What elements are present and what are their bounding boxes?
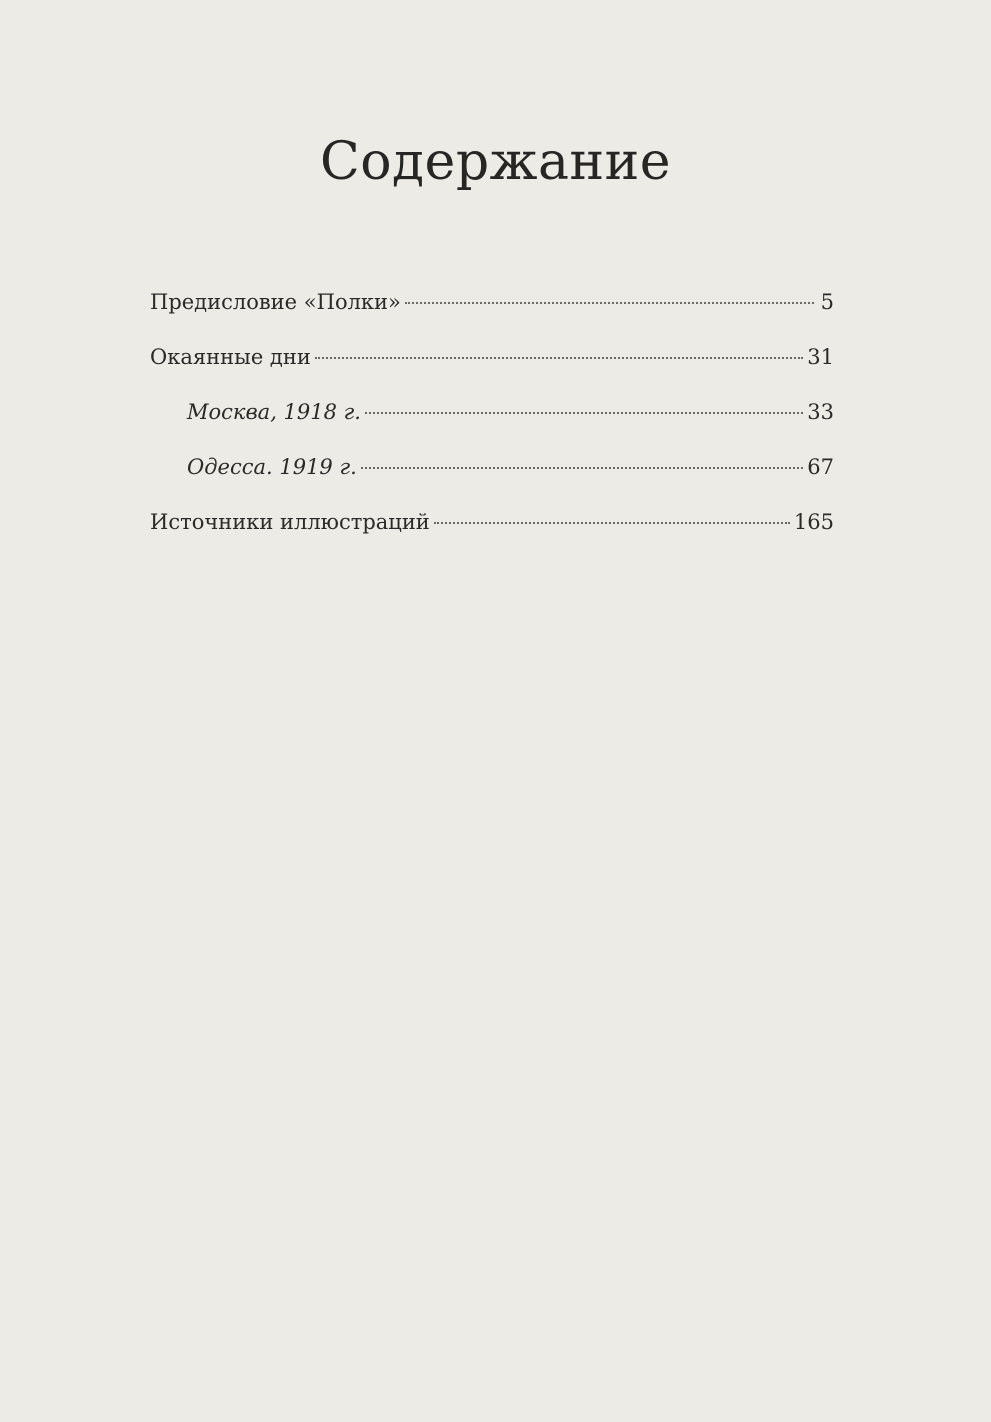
dot-leader bbox=[365, 412, 803, 414]
toc-entry-label: Предисловие «Полки» bbox=[150, 290, 401, 314]
dot-leader bbox=[361, 467, 804, 469]
toc-page-number: 5 bbox=[820, 290, 834, 314]
toc-entry-label: Источники иллюстраций bbox=[150, 510, 430, 534]
toc-entry-label: Окаянные дни bbox=[150, 345, 311, 369]
page-title: Содержание bbox=[319, 132, 672, 192]
toc-entry-label: Одесса. 1919 г. bbox=[187, 455, 357, 479]
toc-page-number: 165 bbox=[793, 510, 834, 534]
toc-entry-preface[interactable] bbox=[150, 282, 834, 337]
toc-page-number: 33 bbox=[807, 400, 834, 424]
dot-leader bbox=[434, 522, 790, 524]
toc-entry-okayannye-dni[interactable] bbox=[150, 337, 834, 392]
dot-leader bbox=[405, 302, 814, 304]
toc-page-number: 67 bbox=[807, 455, 834, 479]
toc-page-number: 31 bbox=[807, 345, 834, 369]
toc-entry-odessa-1919[interactable] bbox=[150, 447, 834, 502]
table-of-contents bbox=[150, 282, 834, 557]
toc-entry-label: Москва, 1918 г. bbox=[187, 400, 361, 424]
dot-leader bbox=[315, 357, 803, 359]
toc-entry-illustration-sources[interactable] bbox=[150, 502, 834, 557]
toc-entry-moskva-1918[interactable] bbox=[150, 392, 834, 447]
